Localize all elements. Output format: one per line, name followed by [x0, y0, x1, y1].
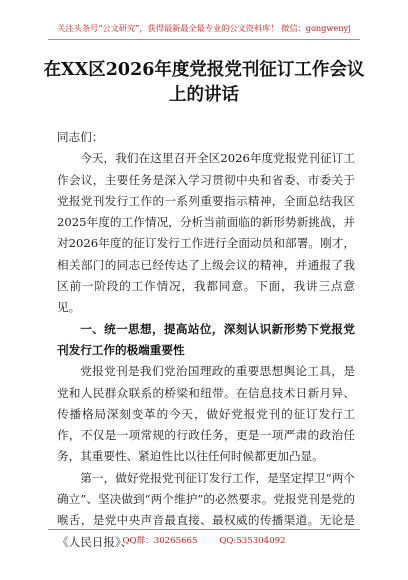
header-divider: [48, 39, 360, 40]
header-banner: 关注头条号“公文研究”，获得最新最全最专业的公文资料库！ 微信：gongwenyj: [57, 23, 351, 33]
intro-paragraph: 今天，我们在这里召开全区2026年度党报党刊征订工作会议，主要任务是深入学习贯彻中央和省委、市委关于党报党刊发行工作的一系列重要指示精神，全面总结我区2025年度的工作情况，分析当前面临的新形势新挑战，并对2026年度的征订发行工作进行全面动员和部署。刚才，相关部门的同志已经传达了上级会议的精神，并通报了我区前一阶段的工作情况，我都同意。下面，我讲三点意见。: [57, 151, 355, 315]
section-paragraph: 第一，做好党报党刊征订发行工作，是坚定捍卫“两个确立”、坚决做到“两个维护”的必然要求。党报党刊是党的喉舌，是党中央声音最直接、最权威的传播渠道。无论是《人民日报》、: [57, 470, 355, 549]
footer-divider: [48, 529, 360, 530]
salutation: 同志们：: [57, 130, 104, 144]
section-heading: 一、统一思想，提高站位，深刻认识新形势下党报党刊发行工作的极端重要性: [57, 321, 355, 357]
section-paragraph: 党报党刊是我们党治国理政的重要思想舆论工具，是党和人民群众联系的桥梁和纽带。在信息技术日新月异、传播格局深刻变革的今天，做好党报党刊的征订发行工作，不仅是一项常规的行政任务，更是一项严肃的政治任务，其重要性、紧迫性比以往任何时候都更加凸显。: [57, 364, 355, 464]
footer-contact: QQ群：30265665 QQ:535304092: [122, 536, 286, 546]
document-title: 在XX区2026年度党报党刊征订工作会议上的讲话: [43, 60, 365, 105]
document-body: [57, 127, 355, 553]
